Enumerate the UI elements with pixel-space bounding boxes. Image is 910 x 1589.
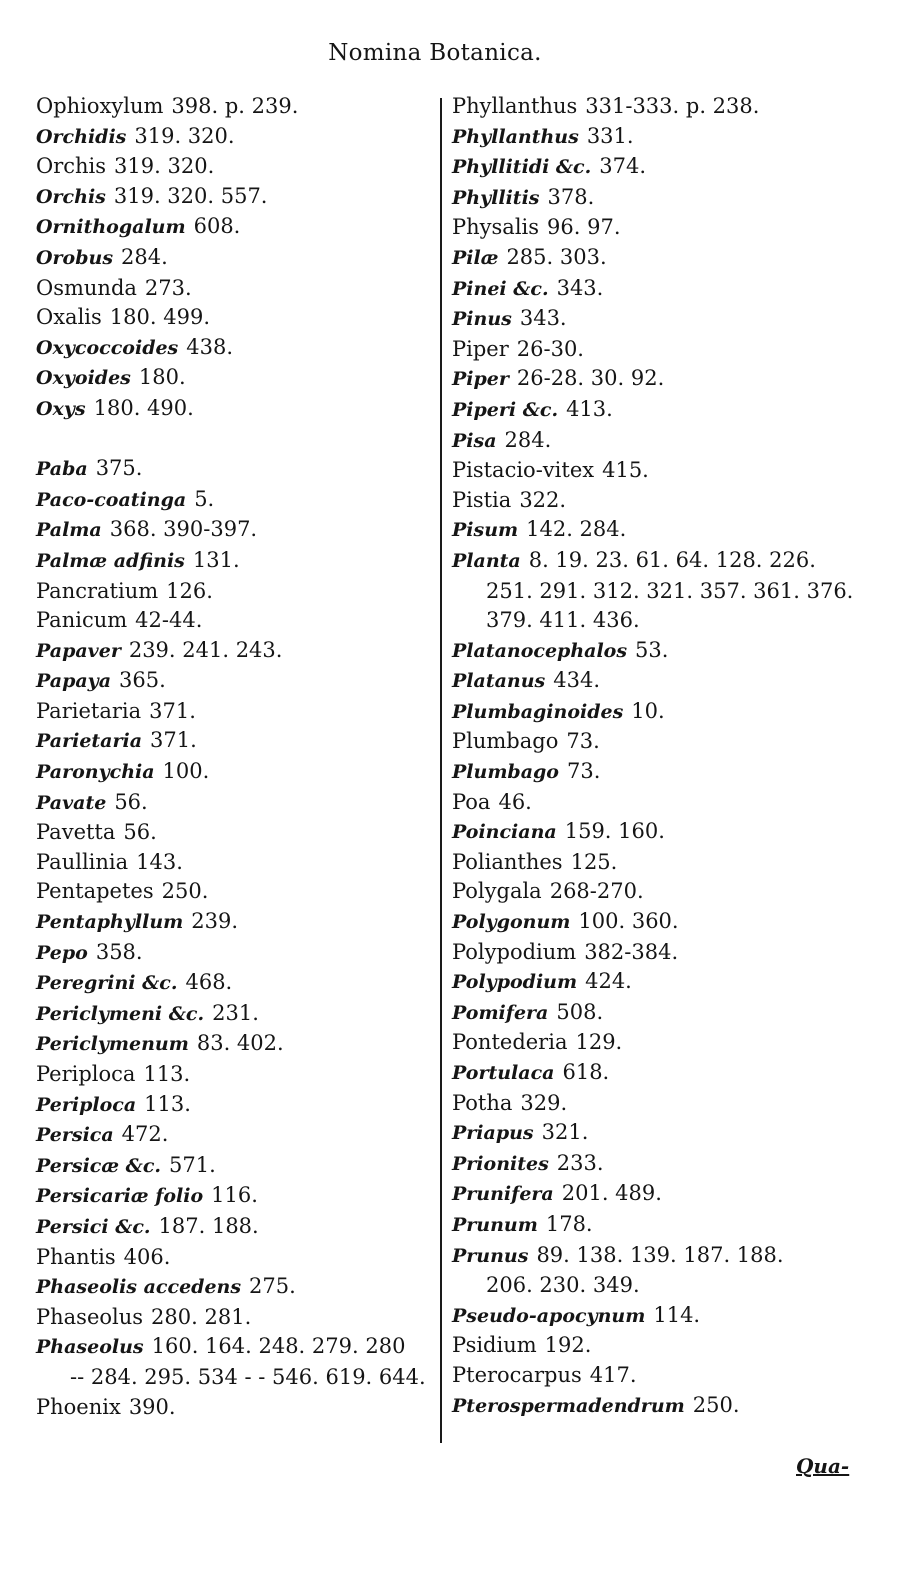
index-entry <box>452 395 872 426</box>
index-entry <box>36 1243 436 1273</box>
entry-pages: 284. <box>504 427 552 452</box>
entry-term: Parietaria <box>36 698 142 723</box>
index-entry <box>452 1089 872 1119</box>
entry-term: Oxycoccoides <box>36 336 179 359</box>
index-entry <box>452 817 872 848</box>
entry-term: Prunum <box>452 1213 538 1236</box>
entry-term: Phyllitis <box>452 186 540 209</box>
entry-term: Phyllanthus <box>452 125 579 148</box>
index-entry <box>36 515 436 546</box>
entry-pages: 322. <box>519 487 567 512</box>
index-entry <box>36 999 436 1030</box>
entry-pages: 73. <box>566 729 600 754</box>
entry-term: Pisum <box>452 519 519 542</box>
entry-pages: 42-44. <box>135 608 203 633</box>
entry-term: Periclymeni &c. <box>36 1002 205 1025</box>
entry-term: Phaseolus <box>36 1304 144 1329</box>
entry-pages: 160. 164. 248. 279. 280 <box>151 1334 406 1359</box>
entry-pages: 116. <box>211 1183 258 1208</box>
index-entry <box>36 1090 436 1121</box>
entry-pages: 268-270. <box>549 879 644 904</box>
index-entry <box>36 212 436 243</box>
index-entry <box>36 394 436 425</box>
entry-term: Paco-coatinga <box>36 488 187 511</box>
index-entry <box>36 1393 436 1423</box>
entry-term: Planta <box>452 549 521 572</box>
entry-pages: 178. <box>545 1211 593 1236</box>
index-entry <box>452 486 872 516</box>
index-entry <box>36 577 436 607</box>
entry-term: Prunifera <box>452 1183 554 1206</box>
entry-pages: 365. <box>119 668 166 693</box>
index-entry <box>452 1058 872 1089</box>
index-entry <box>36 1303 436 1333</box>
entry-term: Phyllanthus <box>452 94 578 118</box>
entry-pages: 143. <box>136 849 183 874</box>
index-entry <box>36 1272 436 1303</box>
index-entry <box>36 122 436 153</box>
entry-term: Plumbago <box>452 761 559 784</box>
index-entry <box>36 606 436 636</box>
entry-term: Periploca <box>36 1062 136 1086</box>
index-entry <box>36 1060 436 1090</box>
entry-pages-continuation: -- 284. 295. 534 - - 546. 619. 644. <box>70 1364 426 1389</box>
index-column-right <box>452 92 872 1421</box>
entry-pages: 126. <box>166 578 213 603</box>
entry-pages: 100. <box>162 759 210 784</box>
entry-term: Parietaria <box>36 730 143 753</box>
entry-pages: 56. <box>114 789 148 814</box>
index-entry <box>36 546 436 577</box>
entry-term: Piperi &c. <box>452 398 559 421</box>
index-entry <box>452 152 872 183</box>
column-divider <box>440 98 442 1443</box>
entry-term: Polypodium <box>452 971 578 994</box>
entry-pages: 233. <box>556 1150 604 1175</box>
entry-pages: 10. <box>631 698 665 723</box>
entry-pages: 343. <box>556 275 604 300</box>
index-entry <box>452 788 872 818</box>
entry-pages: 96. 97. <box>547 215 621 240</box>
index-entry <box>36 848 436 878</box>
entry-term: Persicæ &c. <box>36 1154 162 1177</box>
entry-pages: 46. <box>498 789 532 814</box>
index-entry <box>36 243 436 274</box>
index-entry <box>452 243 872 274</box>
index-entry <box>36 1181 436 1212</box>
index-entry <box>452 757 872 788</box>
index-entry <box>36 333 436 364</box>
entry-term: Persica <box>36 1124 114 1147</box>
entry-pages: 280. 281. <box>151 1304 252 1329</box>
entry-term: Pavetta <box>36 820 116 845</box>
index-entry <box>452 1149 872 1180</box>
entry-term: Psidium <box>452 1333 537 1358</box>
entry-pages: 329. <box>520 1090 568 1115</box>
entry-term: Pavate <box>36 791 107 814</box>
page-title: Nomina Botanica. <box>328 40 542 66</box>
entry-term: Plumbago <box>452 729 559 754</box>
entry-term: Orchidis <box>36 125 127 148</box>
entry-term: Pentaphyllum <box>36 911 184 934</box>
entry-term: Pilæ <box>452 246 499 269</box>
entry-term: Orobus <box>36 246 114 269</box>
entry-pages: 415. <box>602 458 649 483</box>
entry-term: Prunus <box>452 1244 529 1267</box>
entry-pages: 231. <box>212 1000 259 1025</box>
entry-pages: 319. 320. <box>134 123 235 148</box>
entry-pages: 26-28. 30. 92. <box>516 366 665 391</box>
index-entry <box>36 1332 436 1392</box>
entry-term: Phyllitidi &c. <box>452 156 592 179</box>
entry-pages: 180. 499. <box>109 305 210 330</box>
index-entry <box>452 697 872 728</box>
index-entry <box>36 818 436 848</box>
index-entry <box>36 182 436 213</box>
index-entry <box>452 92 872 122</box>
entry-term: Phaseolis accedens <box>36 1276 242 1299</box>
entry-pages: 319. 320. <box>114 154 215 179</box>
entry-pages: 73. <box>566 759 601 784</box>
entry-pages: 131. <box>192 547 240 572</box>
entry-pages: 187. 188. <box>158 1213 259 1238</box>
index-entry <box>36 697 436 727</box>
entry-term: Pseudo-apocynum <box>452 1304 646 1327</box>
entry-term: Periclymenum <box>36 1033 189 1056</box>
entry-term: Ophioxylum <box>36 94 164 118</box>
index-entry <box>36 788 436 819</box>
entry-pages: 83. 402. <box>196 1031 284 1056</box>
entry-pages: 331-333. p. 238. <box>585 94 760 118</box>
entry-pages: 8. 19. 23. 61. 64. 128. 226. <box>528 547 816 572</box>
entry-pages: 390. <box>128 1394 176 1419</box>
entry-pages: 114. <box>653 1302 701 1327</box>
entry-pages: 129. <box>575 1030 623 1055</box>
entry-pages-continuation: 206. 230. 349. <box>486 1273 640 1298</box>
entry-pages: 284. <box>121 244 168 269</box>
index-entry <box>36 757 436 788</box>
entry-term: Platanus <box>452 670 546 693</box>
index-entry <box>452 183 872 214</box>
entry-pages: 472. <box>121 1122 169 1147</box>
index-column-left <box>36 92 436 1422</box>
entry-term: Orchis <box>36 154 107 179</box>
entry-pages: 375. <box>95 456 143 481</box>
entry-pages: 417. <box>589 1362 637 1387</box>
entry-term: Oxalis <box>36 305 102 330</box>
entry-pages: 319. 320. 557. <box>113 183 268 208</box>
index-entry <box>452 335 872 365</box>
entry-term: Pterocarpus <box>452 1362 582 1387</box>
entry-term: Plumbaginoides <box>452 700 624 723</box>
entry-term: Pisa <box>452 429 497 452</box>
entry-term: Oxys <box>36 397 86 420</box>
entry-pages: 321. <box>541 1120 589 1145</box>
index-entry <box>452 998 872 1029</box>
index-entry <box>36 92 436 122</box>
entry-term: Pistia <box>452 487 512 512</box>
index-entry <box>36 303 436 333</box>
entry-pages: 618. <box>562 1060 610 1084</box>
index-entry <box>452 848 872 878</box>
index-entry <box>36 968 436 999</box>
entry-pages: 378. <box>547 184 595 209</box>
index-entry <box>36 636 436 667</box>
index-entry <box>452 1210 872 1241</box>
entry-pages: 285. 303. <box>506 244 607 269</box>
entry-term: Persicariæ folio <box>36 1185 204 1208</box>
entry-pages: 100. 360. <box>578 909 679 934</box>
entry-pages: 250. <box>161 879 209 904</box>
entry-term: Physalis <box>452 215 540 240</box>
entry-pages: 113. <box>144 1091 191 1116</box>
index-entry <box>452 274 872 305</box>
index-entry <box>452 1361 872 1391</box>
entry-pages: 180. 490. <box>93 395 194 420</box>
entry-pages: 331. <box>586 123 634 148</box>
entry-term: Papaya <box>36 670 112 693</box>
index-entry <box>452 907 872 938</box>
entry-pages: 343. <box>519 306 567 331</box>
entry-pages-continuation: 251. 291. 312. 321. 357. 361. 376. 379. 411. 436. <box>486 578 854 633</box>
index-entry <box>36 1151 436 1182</box>
entry-term: Polygonum <box>452 911 571 934</box>
entry-term: Oxyoides <box>36 367 131 390</box>
entry-term: Palmæ adfinis <box>36 549 185 572</box>
entry-term: Periploca <box>36 1093 137 1116</box>
index-entry <box>452 1118 872 1149</box>
entry-term: Prionites <box>452 1152 549 1175</box>
index-entry <box>452 1301 872 1332</box>
index-entry <box>452 967 872 998</box>
entry-term: Paba <box>36 458 88 481</box>
entry-pages: 424. <box>585 969 632 994</box>
index-entry <box>36 938 436 969</box>
entry-pages: 56. <box>123 820 157 845</box>
entry-term: Poinciana <box>452 821 557 844</box>
entry-pages: 250. <box>692 1392 740 1417</box>
entry-term: Polypodium <box>452 939 577 964</box>
index-entry <box>36 485 436 516</box>
index-entry <box>36 454 436 485</box>
entry-pages: 374. <box>599 154 647 179</box>
index-entry <box>36 152 436 182</box>
entry-pages: 468. <box>185 970 233 995</box>
entry-term: Pinus <box>452 308 512 331</box>
entry-term: Poa <box>452 789 491 814</box>
entry-pages: 273. <box>144 275 192 300</box>
index-entry <box>452 364 872 395</box>
entry-term: Pontederia <box>452 1030 568 1055</box>
index-entry <box>452 666 872 697</box>
index-entry <box>36 1029 436 1060</box>
index-entry <box>452 515 872 546</box>
entry-pages: 358. <box>95 939 143 964</box>
index-entry <box>452 1331 872 1361</box>
index-entry <box>36 666 436 697</box>
entry-pages: 434. <box>553 668 600 693</box>
entry-pages: 239. <box>191 909 239 934</box>
entry-term: Phantis <box>36 1244 116 1269</box>
entry-term: Phoenix <box>36 1394 121 1419</box>
entry-pages: 239. 241. 243. <box>128 637 283 662</box>
entry-term: Piper <box>452 336 509 361</box>
entry-pages: 508. <box>556 999 604 1024</box>
entry-pages: 192. <box>544 1333 592 1358</box>
index-entry <box>452 938 872 968</box>
entry-term: Piper <box>452 368 509 391</box>
entry-term: Pentapetes <box>36 879 154 904</box>
entry-pages: 125. <box>570 849 618 874</box>
entry-pages: 5. <box>194 486 215 511</box>
entry-term: Polianthes <box>452 849 563 874</box>
entry-term: Platanocephalos <box>452 639 628 662</box>
index-entry <box>36 1212 436 1243</box>
entry-pages: 53. <box>635 637 669 662</box>
entry-term: Paullinia <box>36 849 129 874</box>
entry-pages: 398. p. 239. <box>171 94 299 118</box>
section-spacer <box>36 425 436 455</box>
entry-pages: 382-384. <box>584 939 679 964</box>
index-entry <box>36 274 436 304</box>
entry-pages: 438. <box>186 334 234 359</box>
entry-term: Osmunda <box>36 275 137 300</box>
index-entry <box>452 1241 872 1301</box>
entry-pages: 406. <box>123 1244 171 1269</box>
entry-pages: 201. 489. <box>561 1181 662 1206</box>
entry-term: Paronychia <box>36 761 155 784</box>
entry-pages: 159. 160. <box>564 819 665 844</box>
entry-pages: 368. 390-397. <box>109 517 258 542</box>
entry-term: Pistacio-vitex <box>452 458 595 483</box>
entry-pages: 26-30. <box>516 336 584 361</box>
index-entry <box>36 1120 436 1151</box>
index-entry <box>452 456 872 486</box>
entry-term: Priapus <box>452 1122 534 1145</box>
index-entry <box>452 122 872 153</box>
entry-term: Peregrini &c. <box>36 972 178 995</box>
index-entry <box>452 1391 872 1422</box>
entry-pages: 275. <box>249 1274 296 1299</box>
index-entry <box>452 304 872 335</box>
entry-pages: 142. 284. <box>526 517 627 542</box>
index-entry <box>452 727 872 757</box>
entry-term: Pancratium <box>36 578 159 603</box>
index-entry <box>36 907 436 938</box>
entry-term: Pomifera <box>452 1001 549 1024</box>
catchword: Qua- <box>796 1454 850 1478</box>
entry-term: Palma <box>36 519 102 542</box>
entry-pages: 608. <box>193 214 241 239</box>
entry-pages: 371. <box>149 698 196 723</box>
index-entry <box>452 213 872 243</box>
entry-term: Potha <box>452 1090 513 1115</box>
entry-term: Papaver <box>36 639 121 662</box>
index-entry <box>36 363 436 394</box>
entry-term: Pterospermadendrum <box>452 1394 685 1417</box>
index-entry <box>452 1179 872 1210</box>
index-entry <box>452 877 872 907</box>
index-entry <box>452 546 872 636</box>
entry-pages: 180. <box>138 365 186 390</box>
entry-pages: 113. <box>143 1062 191 1086</box>
entry-term: Ornithogalum <box>36 216 186 239</box>
index-entry <box>36 877 436 907</box>
entry-term: Persici &c. <box>36 1215 151 1238</box>
entry-term: Portulaca <box>452 1062 555 1084</box>
index-entry <box>452 1028 872 1058</box>
index-entry <box>36 726 436 757</box>
index-entry <box>452 636 872 667</box>
entry-term: Phaseolus <box>36 1336 144 1359</box>
entry-pages: 371. <box>150 728 197 753</box>
entry-pages: 571. <box>169 1152 216 1177</box>
entry-pages: 413. <box>566 396 613 421</box>
entry-pages: 89. 138. 139. 187. 188. <box>536 1242 784 1267</box>
entry-term: Pepo <box>36 941 88 964</box>
entry-term: Orchis <box>36 185 106 208</box>
entry-term: Polygala <box>452 879 542 904</box>
index-entry <box>452 426 872 457</box>
entry-term: Pinei &c. <box>452 277 549 300</box>
entry-term: Panicum <box>36 608 128 633</box>
